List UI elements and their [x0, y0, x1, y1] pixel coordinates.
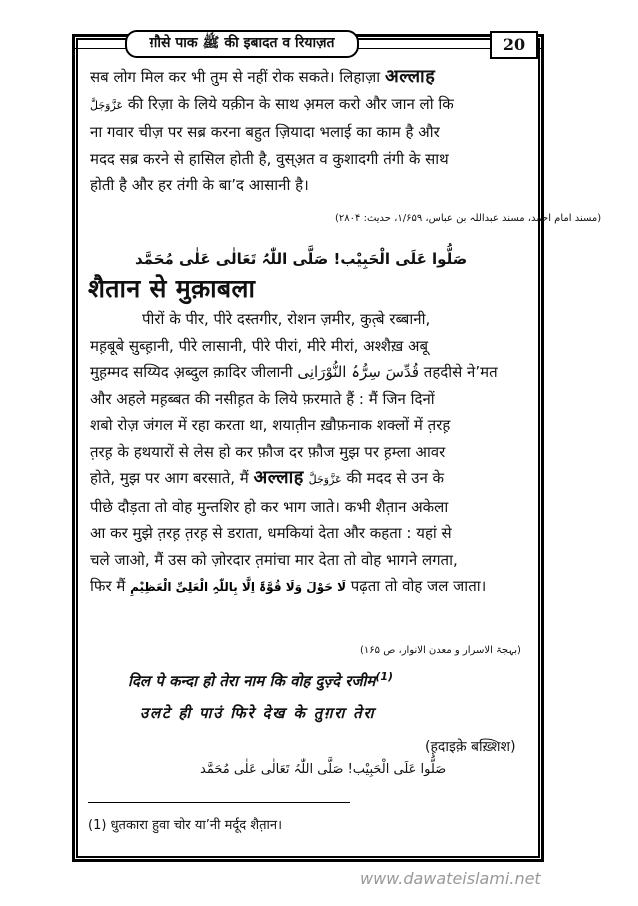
text-line: चले जाओ, मैं उस को ज़ोरदार त़मांचा मार देता तो वोह भागने लगता,: [90, 550, 458, 569]
reference-1: (مسند امام احمد، مسند عبداللہ بن عباس، ۱/۶۵۹، حدیث: ۲۸۰۴): [335, 213, 602, 224]
page-number: 20: [490, 31, 538, 59]
text-line: सब लोग मिल कर भी तुम से नहीं रोक सकते। लिहाज़ा अल्लाह: [90, 66, 436, 87]
honorific: عَزَّوَجَلَّ: [90, 98, 124, 112]
footnote-rule: [88, 802, 350, 803]
website-url[interactable]: www.dawateislami.net: [360, 869, 541, 888]
allah-word: अल्लाह: [384, 66, 436, 87]
verse-line-2: उलटे ही पाउं फिरे देख के तुग़रा तेरा: [140, 704, 376, 722]
text-line: और अहले मह़ब्बत की नसीह़त के लिये फ़रमाते हैं : मैं जिन दिनों: [90, 389, 435, 408]
allah-word: अल्लाह: [253, 467, 304, 488]
section-heading: शैतान से मुक़ाबला: [88, 274, 256, 303]
footnote-marker: (1): [375, 670, 394, 683]
verse-line-1: दिल पे कन्दा हो तेरा नाम कि वोह दुज़्दे रजीम$^{(1)}$: [128, 670, 394, 690]
hawqala: لَا حَوْلَ وَلَا قُوَّۃَ اِلَّا بِاللّٰہِ الْعَلِیِّ الْعَظِیْمِ: [130, 580, 346, 594]
text-line: मदद सब्र करने से हासिल होती है, वुस्अ़त व कुशादगी तंगी के साथ: [90, 149, 449, 168]
verse-attribution: (ह़दाइक़े बख़्शिश): [425, 739, 516, 755]
text-line: शबो रोज़ जंगल में रहा करता था, शयात़ीन ख़ौफ़नाक शक्लों में त़रह़: [90, 416, 451, 434]
text-line: ना गवार चीज़ पर सब्र करना बहुत ज़ियादा भलाई का काम है और: [90, 123, 440, 141]
text-line: पीरों के पीर, पीरे दस्तगीर, रोशन ज़मीर, कुत़्बे रब्बानी,: [142, 310, 431, 328]
text-line: मुह़म्मद सय्यिद अ़ब्दुल क़ादिर जीलानी قُدِّسَ سِرُّہُ النُّوْرَانِی तहदीसे ने’मत: [90, 363, 498, 381]
text-line: आ कर मुझे त़रह़ त़रह़ से डराता, धमकियां देता और कहता : यहां से: [90, 524, 452, 542]
text-line: त़रह़ के हथयारों से लेस हो कर फ़ौज दर फ़ौज मुझ पर ह़म्ला आवर: [90, 442, 446, 461]
text-line: पीछे दौड़ता तो वोह मुन्तशिर हो कर भाग जाते। कभी शैत़ान अकेला: [90, 497, 449, 516]
salat-line-2: صَلُّوا عَلَی الْحَبِیْب! صَلَّی اللّٰہُ تَعَالٰی عَلٰی مُحَمَّد: [200, 762, 447, 777]
honorific: عَزَّوَجَلَّ: [308, 473, 342, 486]
text-line: मह़बूबे सुब्ह़ानी, पीरे लासानी, पीरे पीरां, मीरे मीरां, अश्शैख़ अबू: [90, 336, 429, 355]
salat-line-1: صَلُّوا عَلَی الْحَبِیْب! صَلَّی اللّٰہُ تَعَالٰی عَلٰی مُحَمَّد: [135, 250, 468, 268]
text-line: होती है और हर तंगी के बा’द आसानी है।: [90, 176, 309, 194]
footnote: (1) धुतकारा हुवा चोर या’नी मर्दूद शैत़ान।: [88, 818, 283, 833]
running-title: ग़ौसे पाक ﷺ की इबादत व रियाज़त: [125, 30, 359, 58]
reference-2: (بہجۃ الاسرار و معدن الانوار، ص ۱۶۵): [360, 645, 521, 656]
text-line: होते, मुझ पर आग बरसाते, मैं अल्लाह عَزَّوَجَلَّ की मदद से उन के: [90, 467, 445, 488]
paragraph-1: [90, 64, 530, 199]
text-line: عَزَّوَجَلَّ की रिज़ा के लिये यक़ीन के साथ अ़मल करो और जान लो कि: [90, 94, 454, 113]
text-line: फिर मैं لَا حَوْلَ وَلَا قُوَّۃَ اِلَّا بِاللّٰہِ الْعَلِیِّ الْعَظِیْمِ पढ़ता तो वोह जल जाता।: [90, 577, 487, 595]
paragraph-2: [90, 306, 530, 601]
